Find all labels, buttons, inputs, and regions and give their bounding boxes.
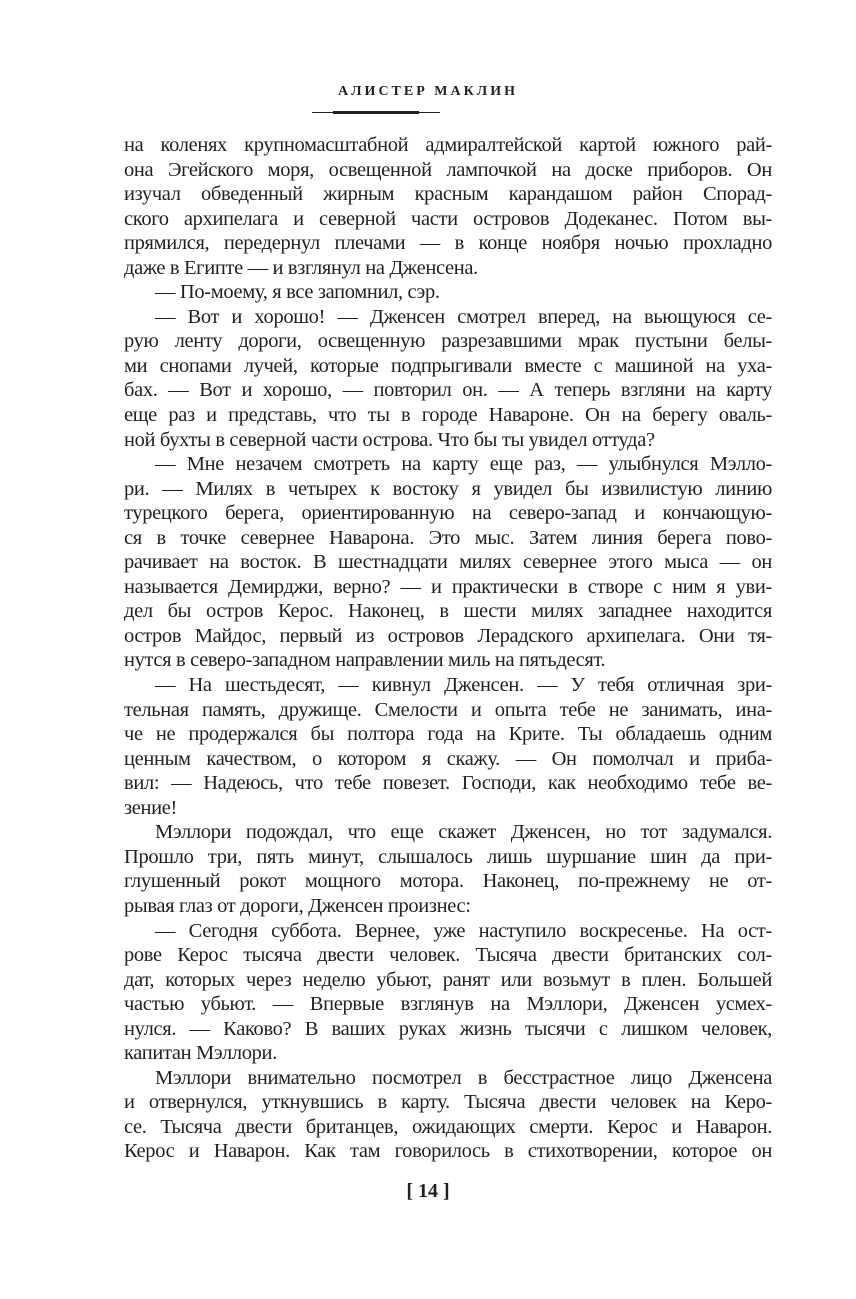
text-line: еще раз и представь, что ты в городе Навароне. Он на берегу оваль- — [124, 404, 772, 427]
text-line: ценным качеством, о котором я скажу. — Он помолчал и приба- — [124, 747, 772, 770]
text-line: вил: — Надеюсь, что тебе повезет. Господи, как необходимо тебе ве- — [124, 772, 772, 795]
text-line: дел бы остров Керос. Наконец, в шести милях западнее находится — [124, 600, 772, 623]
text-line: Мэллори внимательно посмотрел в бесстрастное лицо Дженсена — [155, 1066, 772, 1089]
text-line: Мэллори подождал, что еще скажет Дженсен, но тот задумался. — [155, 821, 772, 844]
text-line: турецкого берега, ориентированную на северо-запад и кончающую- — [124, 502, 772, 525]
text-line: рую ленту дороги, освещенную разрезавшими мрак пустыни белы- — [124, 330, 772, 353]
text-line: называется Демирджи, верно? — и практически в створе с ним я уви- — [124, 575, 772, 598]
text-line: ми снопами лучей, которые подпрыгивали вместе с машиной на уха- — [124, 354, 772, 377]
header-divider-accent — [333, 111, 419, 114]
text-line: нулся. — Каково? В ваших руках жизнь тысячи с лишком человек, — [124, 1017, 772, 1040]
text-line: частью убьют. — Впервые взглянув на Мэллори, Дженсен усмех- — [124, 993, 772, 1016]
text-line: — По-моему, я все запомнил, сэр. — [155, 281, 440, 304]
page-body-text — [124, 133, 772, 1164]
text-line: даже в Египте — и взглянул на Дженсена. — [124, 256, 478, 279]
text-line: рове Керос тысяча двести человек. Тысяча двести британских сол- — [124, 944, 772, 967]
running-header-author: АЛИСТЕР МАКЛИН — [338, 84, 518, 99]
text-line: ри. — Милях в четырех к востоку я увидел бы извилистую линию — [124, 477, 772, 500]
text-line: нутся в северо-западном направлении миль на пятьдесят. — [124, 649, 606, 672]
text-line: остров Майдос, первый из островов Лерадского архипелага. Они тя- — [124, 624, 772, 647]
text-line: зение! — [124, 796, 177, 819]
text-line: тельная память, дружище. Смелости и опыта тебе не занимать, ина- — [124, 698, 772, 721]
page-number: [ 14 ] — [406, 1180, 450, 1202]
text-line: прямился, передернул плечами — в конце ноября ночью прохладно — [124, 232, 772, 255]
text-line: — Сегодня суббота. Вернее, уже наступило воскресенье. На ост- — [155, 919, 772, 942]
text-line: че не продержался бы полтора года на Крите. Ты обладаешь одним — [124, 723, 772, 746]
text-line: она Эгейского моря, освещенной лампочкой на доске приборов. Он — [124, 158, 772, 181]
text-line: дат, которых через неделю убьют, ранят или возьмут в плен. Большей — [124, 968, 772, 991]
text-line: се. Тысяча двести британцев, ожидающих смерти. Керос и Наварон. — [124, 1115, 772, 1138]
text-line: Керос и Наварон. Как там говорилось в стихотворении, которое он — [124, 1140, 772, 1163]
text-line: на коленях крупномасштабной адмиралтейской картой южного рай- — [124, 134, 772, 156]
text-line: ского архипелага и северной части островов Додеканес. Потом вы- — [124, 207, 772, 230]
text-line: бах. — Вот и хорошо, — повторил он. — А теперь взгляни на карту — [124, 379, 772, 402]
text-line: и отвернулся, уткнувшись в карту. Тысяча двести человек на Керо- — [124, 1091, 772, 1114]
text-line: ся в точке севернее Наварона. Это мыс. Затем линия берега пово- — [124, 526, 772, 549]
text-line: ной бухты в северной части острова. Что бы ты увидел оттуда? — [124, 428, 655, 451]
text-line: — Мне незачем смотреть на карту еще раз, — улыбнулся Мэлло- — [155, 453, 772, 476]
text-line: Прошло три, пять минут, слышалось лишь шуршание шин да при- — [124, 845, 772, 868]
text-line: глушенный рокот мощного мотора. Наконец, по-прежнему не от- — [124, 870, 772, 893]
text-line: изучал обведенный жирным красным карандашом район Спорад- — [124, 183, 772, 206]
text-line: — Вот и хорошо! — Дженсен смотрел вперед, на вьющуюся се- — [155, 305, 772, 328]
text-line: рывая глаз от дороги, Дженсен произнес: — [124, 894, 471, 917]
text-line: — На шестьдесят, — кивнул Дженсен. — У тебя отличная зри- — [155, 674, 772, 697]
text-line: капитан Мэллори. — [124, 1042, 277, 1065]
text-line: рачивает на восток. В шестнадцати милях севернее этого мыса — он — [124, 551, 772, 574]
